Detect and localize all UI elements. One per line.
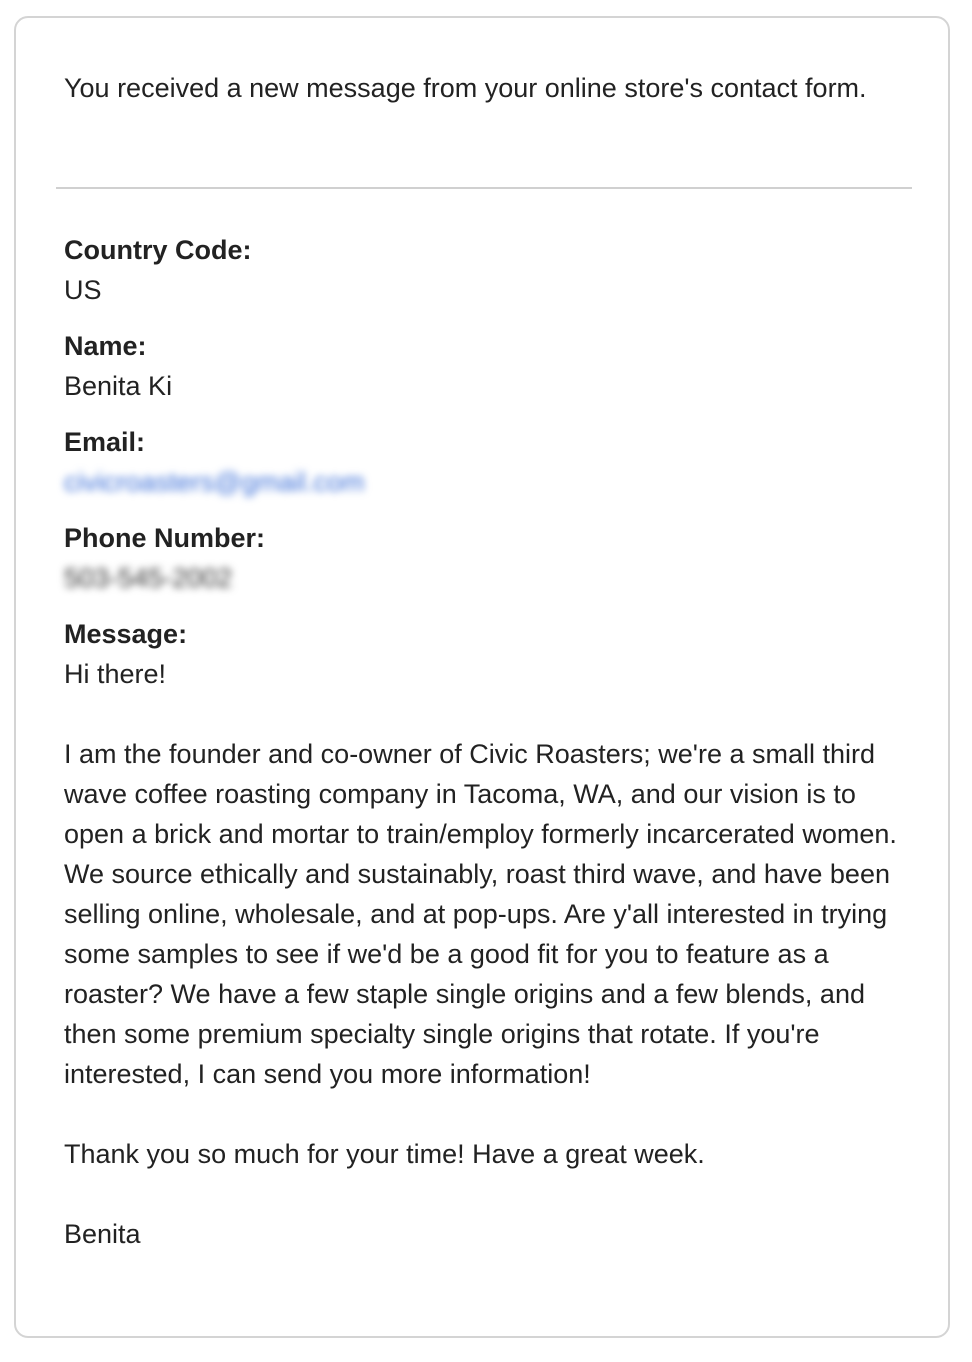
- message-paragraph: Thank you so much for your time! Have a great week.: [64, 1139, 705, 1169]
- email-card: [14, 16, 950, 1338]
- field-country: [64, 230, 904, 310]
- name-value: Benita Ki: [64, 371, 173, 401]
- message-label: Message:: [64, 619, 188, 649]
- name-label: Name:: [64, 331, 147, 361]
- email-label: Email:: [64, 427, 146, 457]
- divider: [56, 187, 912, 189]
- phone-label: Phone Number:: [64, 523, 266, 553]
- country-label: Country Code:: [64, 235, 252, 265]
- phone-value: 503-545-2002: [64, 563, 233, 593]
- email-link[interactable]: civicroasters@gmail.com: [64, 467, 365, 497]
- form-fields: [64, 230, 904, 1270]
- message-paragraph: Hi there!: [64, 659, 167, 689]
- country-value: US: [64, 275, 102, 305]
- intro-text: You received a new message from your online store's contact form.: [64, 73, 867, 103]
- field-name: [64, 326, 904, 406]
- message-paragraph: I am the founder and co-owner of Civic Roasters; we're a small third wave coffee roasting company in Tacoma, WA, and our vision is to open a brick and mortar to train/employ formerly incarcerated women. We source ethically and sustainably, roast third wave, and have been selling online, wholesale, and at pop-ups. Are y'all interested in trying some samples to see if we'd be a good fit for you to feature as a roaster? We have a few staple single origins and a few blends, and then some premium specialty single origins that rotate. If you're interested, I can send you more information!: [64, 739, 897, 1089]
- message-signature: Benita: [64, 1219, 141, 1249]
- message-body: [64, 654, 904, 1254]
- field-email: [64, 422, 904, 502]
- field-phone: [64, 518, 904, 598]
- field-message: [64, 614, 904, 1254]
